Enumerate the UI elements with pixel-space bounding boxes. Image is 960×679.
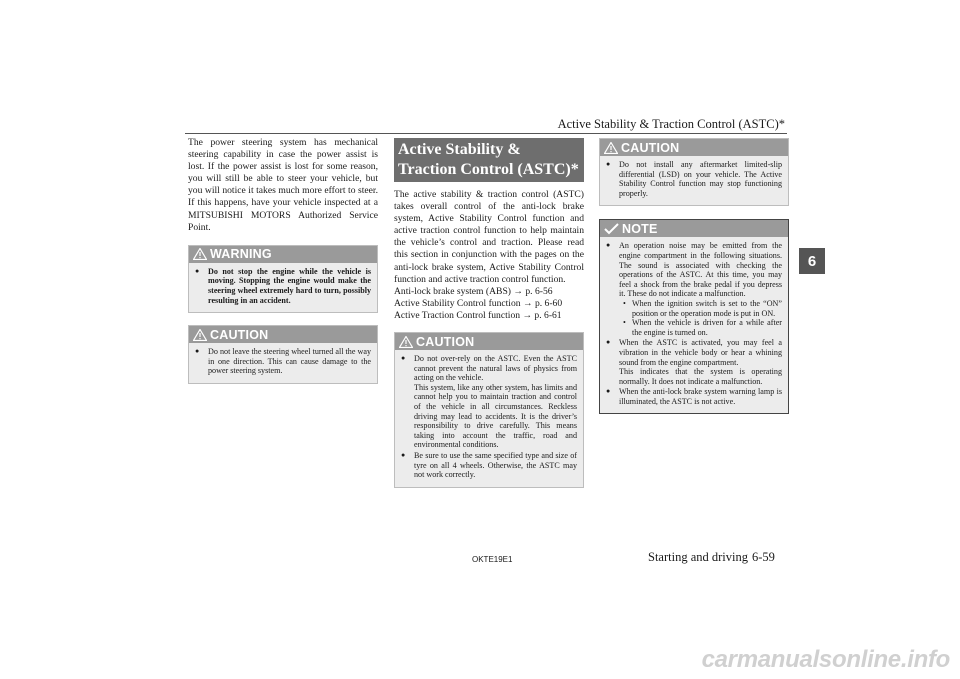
header-rule: [185, 133, 787, 134]
bullet-icon: ●: [606, 160, 611, 168]
caution-item: ● Do not over-rely on the ASTC. Even the ASTC cannot prevent the natural laws of physics from acting on the vehicle. This system, like any other system, has limits and cannot help you to maintain traction and control of the vehicle in all circumstances. Reckless driving may lead to accidents. It is the driver’s responsibility to drive carefully. This means taking into account the traffic, road and environmental conditions.: [401, 354, 577, 450]
bullet-icon: ●: [195, 347, 200, 356]
warning-header: [189, 246, 377, 263]
warning-item: ● Do not stop the engine while the vehicle is moving. Stopping the engine would make the steering wheel extremely hard to turn, possibly resulting in an accident.: [195, 266, 371, 305]
bullet-icon: ●: [401, 354, 406, 363]
note-item: ● When the ASTC is activated, you may feel a vibration in the vehicle body or hear a whining sound from the engine compartment. This indicates that the system is operating normally. It does not indicate a malfunction.: [606, 338, 782, 386]
astc-intro-paragraph: The active stability & traction control (ASTC) takes overall control of the anti-lock brake system, Active Stability Control function and active traction control function to help maintain the vehicle’s control and traction. Please read this section in conjunction with the pages on the anti-lock brake system, Active Stability Control function and active traction control function.: [394, 189, 584, 285]
caution-box-1: [188, 325, 378, 384]
reference-abs[interactable]: Anti-lock brake system (ABS) → p. 6-56: [394, 285, 553, 297]
reference-list: [394, 286, 584, 322]
watermark: carmanualsonline.info: [701, 646, 950, 673]
note-item: ● An operation noise may be emitted from the engine compartment in the following situations. The sound is associated with checking the operations of the ASTC. At this time, you may feel a shock from the brake pedal if you depress it. These do not indicate a malfunction. • When the ignition switch is set to the “ON” position or the operation mode is put in ON. • When the vehicle is driven for a while after the engine is turned on.: [606, 241, 782, 337]
warning-icon: [193, 248, 207, 260]
caution-box-3: [599, 138, 789, 206]
power-steering-paragraph: The power steering system has mechanical steering capability in case the power assist is lost. If the power assist is lost for some reason, you will still be able to steer your vehicle, but you will notice it takes much more effort to steer. If this happens, have your vehicle inspected at a MITSUBISHI MOTORS Authorized Service Point.: [188, 137, 378, 233]
caution-header: [600, 139, 788, 156]
chapter-tab: 6: [799, 248, 825, 274]
section-title: Active Stability & Traction Control (ASTC)*: [394, 138, 584, 182]
column-3: [599, 137, 789, 414]
bullet-icon: ●: [606, 338, 611, 347]
bullet-icon: ●: [606, 241, 611, 250]
warning-label: WARNING: [210, 247, 272, 262]
reference-traction-control[interactable]: Active Traction Control function → p. 6-61: [394, 309, 562, 321]
caution-icon: [193, 329, 207, 341]
bullet-icon: ●: [195, 266, 200, 275]
reference-stability-control[interactable]: Active Stability Control function → p. 6-60: [394, 297, 563, 309]
caution-item: ● Do not leave the steering wheel turned all the way in one direction. This can cause damage to the power steering system.: [195, 347, 371, 376]
note-subitem: • When the vehicle is driven for a while after the engine is turned on.: [623, 318, 782, 337]
note-box: [599, 219, 789, 414]
bullet-icon: ●: [401, 450, 406, 459]
caution-icon: [604, 142, 618, 154]
caution-label: CAUTION: [621, 140, 680, 155]
caution-icon: [399, 336, 413, 348]
bullet-icon: ●: [606, 387, 611, 396]
caution-item: ● Be sure to use the same specified type and size of tyre on all 4 wheels. Otherwise, the ASTC may not work correctly.: [401, 450, 577, 480]
sub-bullet-icon: •: [623, 318, 626, 328]
column-2: [394, 137, 584, 488]
caution-header: [189, 326, 377, 343]
note-item: ● When the anti-lock brake system warning lamp is illuminated, the ASTC is not active.: [606, 387, 782, 406]
caution-label: CAUTION: [210, 327, 269, 342]
note-label: NOTE: [622, 221, 658, 236]
caution-item: ● Do not install any aftermarket limited-slip differential (LSD) on your vehicle. The Active Stability Control function may stop functioning properly.: [606, 160, 782, 198]
column-1: [188, 137, 378, 384]
caution-label: CAUTION: [416, 334, 475, 349]
sub-bullet-icon: •: [623, 298, 626, 308]
note-subitem: • When the ignition switch is set to the “ON” position or the operation mode is put in ON.: [623, 298, 782, 318]
document-code: OKTE19E1: [472, 555, 513, 564]
warning-box: [188, 245, 378, 313]
caution-header: [395, 333, 583, 350]
page-number: 6-59: [752, 550, 775, 564]
footer-section-title: Starting and driving: [648, 550, 748, 564]
note-header: [600, 220, 788, 237]
note-icon: [604, 223, 619, 235]
running-header: Active Stability & Traction Control (ASTC)*: [557, 117, 785, 131]
caution-box-2: [394, 332, 584, 488]
